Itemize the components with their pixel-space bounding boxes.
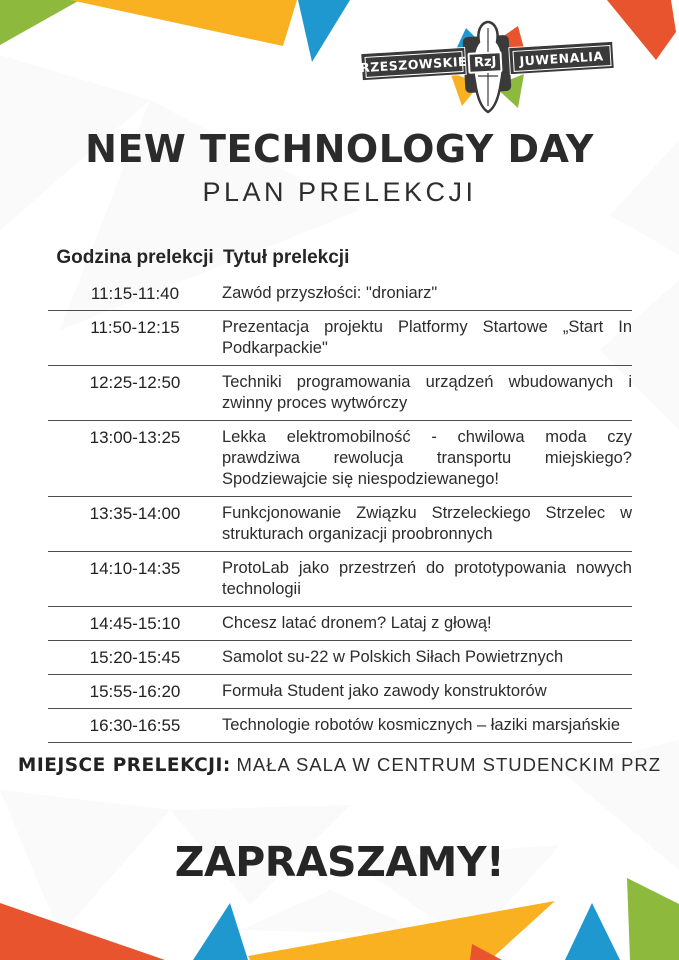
lecture-time: 11:50-12:15 bbox=[90, 318, 180, 337]
lecture-time: 16:30-16:55 bbox=[89, 716, 181, 735]
schedule-table bbox=[48, 247, 632, 743]
schedule-rows bbox=[48, 277, 632, 743]
decor-triangle-blue-top bbox=[298, 0, 350, 62]
lecture-time: 11:15-11:40 bbox=[90, 284, 180, 303]
decor-triangle-green-topleft bbox=[0, 0, 80, 45]
lecture-time: 13:35-14:00 bbox=[89, 504, 181, 523]
decor-triangle-blue-bottom-1 bbox=[193, 903, 248, 960]
table-row bbox=[48, 709, 632, 743]
background-facet bbox=[240, 890, 430, 935]
lecture-title: Techniki programowania urządzeń wbudowanych i zwinny proces wytwórczy bbox=[222, 373, 632, 412]
table-row bbox=[48, 607, 632, 641]
logo-rzj-label: RzJ bbox=[467, 51, 502, 74]
schedule-header-time: Godzina prelekcji bbox=[56, 247, 214, 268]
table-row bbox=[48, 277, 632, 311]
lecture-title: Lekka elektromobilność - chwilowa moda czy prawdziwa rewolucja transportu miejskiego? Spodziewajcie się niespodziewanego! bbox=[222, 428, 632, 488]
table-row bbox=[48, 641, 632, 675]
lecture-title: Formuła Student jako zawody konstruktorów bbox=[222, 682, 547, 700]
lecture-time: 15:55-16:20 bbox=[89, 682, 181, 701]
schedule-header-title: Tytuł prelekcji bbox=[223, 247, 350, 268]
lecture-time: 14:45-15:10 bbox=[89, 614, 181, 633]
table-row bbox=[48, 552, 632, 607]
decor-wedge-orange-bottomleft bbox=[0, 903, 165, 960]
lecture-time: 14:10-14:35 bbox=[89, 559, 181, 578]
venue-value: MAŁA SALA W CENTRUM STUDENCKIM PRZ bbox=[236, 754, 662, 775]
lecture-time: 13:00-13:25 bbox=[89, 428, 181, 447]
poster-subtitle: PLAN PRELEKCJI bbox=[202, 177, 477, 207]
juwenalia-logo bbox=[352, 20, 624, 116]
logo-banner-juwenalia-label: JUWENALIA bbox=[512, 45, 611, 72]
lecture-title: Prezentacja projektu Platformy Startowe „Start In Podkarpackie" bbox=[222, 318, 632, 357]
table-row bbox=[48, 311, 632, 366]
table-row bbox=[48, 366, 632, 421]
decor-shape-green-bottomright bbox=[627, 878, 679, 960]
logo-banner-rzeszowskie-label: RZESZOWSKIE bbox=[364, 51, 463, 78]
table-row bbox=[48, 421, 632, 497]
table-row bbox=[48, 675, 632, 709]
lecture-title: Funkcjonowanie Związku Strzeleckiego Strzelec w strukturach organizacji proobronnych bbox=[222, 504, 632, 543]
closing-text: ZAPRASZAMY! bbox=[174, 838, 505, 886]
lecture-title: Samolot su-22 w Polskich Siłach Powietrznych bbox=[222, 648, 564, 666]
lecture-title: Chcesz latać dronem? Lataj z głową! bbox=[222, 614, 492, 632]
lecture-title: Technologie robotów kosmicznych – łaziki marsjańskie bbox=[222, 716, 621, 734]
schedule-header bbox=[48, 247, 632, 269]
table-row bbox=[48, 497, 632, 552]
poster-title: NEW TECHNOLOGY DAY bbox=[85, 127, 594, 171]
lecture-time: 12:25-12:50 bbox=[89, 373, 181, 392]
lecture-title: Zawód przyszłości: "droniarz" bbox=[222, 284, 438, 302]
decor-triangle-blue-bottom-2 bbox=[565, 903, 620, 960]
lecture-title: ProtoLab jako przestrzeń do prototypowania nowych technologii bbox=[222, 559, 632, 598]
decor-triangle-yellow-top bbox=[70, 0, 297, 46]
venue-line bbox=[0, 754, 679, 776]
venue-label: MIEJSCE PRELEKCJI: bbox=[17, 755, 231, 776]
lecture-time: 15:20-15:45 bbox=[89, 648, 181, 667]
